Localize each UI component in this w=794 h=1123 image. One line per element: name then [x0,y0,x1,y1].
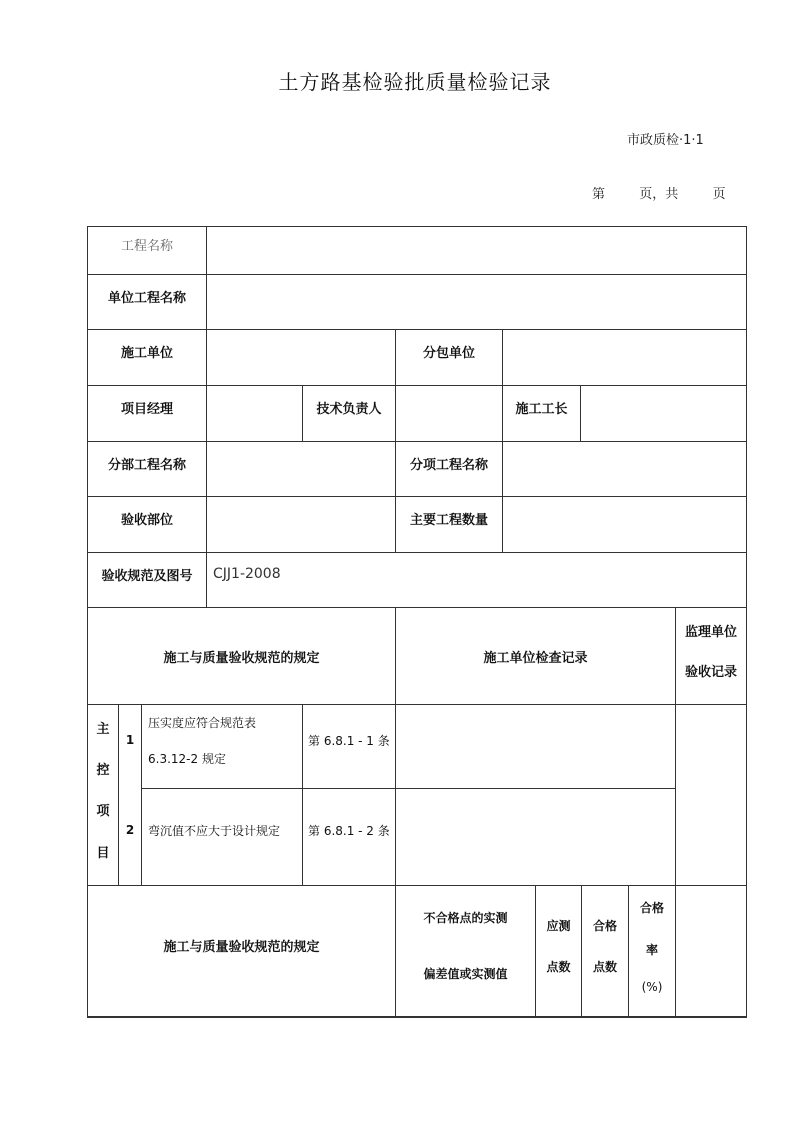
division-name-field[interactable] [207,442,395,496]
page-suffix: 页，共 [639,187,679,202]
col-divider [675,885,676,1017]
item-description-line1: 弯沉值不应大于设计规定 [148,823,281,838]
subdivision-name-label: 分项工程名称 [409,457,488,473]
points-to-measure-line1: 应测 [546,918,571,933]
col-divider [581,885,582,1017]
col-divider [302,704,303,885]
pass-points-line1: 合格 [592,918,617,933]
points-to-measure-line2: 点数 [546,959,571,974]
item-description-line2: 6.3.12-2 规定 [148,751,226,766]
foreman-field[interactable] [581,386,746,441]
main-control-char-1: 主 [96,721,110,737]
form-code: 市政质检·1·1 [627,133,704,148]
project-name-label: 工程名称 [120,238,173,254]
general-spec-rules-header: 施工与质量验收规范的规定 [163,939,320,955]
pass-rate-line1: 合格 [639,900,664,915]
subcontract-unit-field[interactable] [503,330,746,385]
contractor-record-header: 施工单位检查记录 [483,650,588,666]
pass-rate-line2: 率 [645,942,658,957]
item-number: 1 [125,733,135,747]
technical-lead-label: 技术负责人 [316,401,382,417]
division-name-label: 分部工程名称 [107,457,186,473]
spec-and-drawing-label: 验收规范及图号 [101,568,193,584]
supervisor-record[interactable] [676,705,746,885]
table-border-bottom [87,1016,747,1018]
subdivision-name-field[interactable] [503,442,746,496]
project-manager-label: 项目经理 [120,401,173,417]
main-quantity-label: 主要工程数量 [409,512,488,528]
item-description-line1: 压实度应符合规范表 [148,715,257,730]
pass-points-line2: 点数 [592,959,617,974]
item-check-record[interactable] [396,789,675,885]
item-check-record[interactable] [396,705,675,788]
item-number: 2 [125,823,135,837]
spec-and-drawing-field[interactable]: CJJ1-2008 [213,566,281,582]
document-title: 土方路基检验批质量检验记录 [278,70,552,94]
construction-unit-label: 施工单位 [120,345,173,361]
construction-unit-field[interactable] [207,330,395,385]
table-border-right [746,226,747,1017]
main-quantity-field[interactable] [503,497,746,552]
technical-lead-field[interactable] [396,386,502,441]
total-suffix: 页 [712,187,726,202]
spec-rules-header: 施工与质量验收规范的规定 [163,650,320,666]
col-divider [535,885,536,1017]
deviation-header-line1: 不合格点的实测 [423,910,508,925]
deviation-header-line2: 偏差值或实测值 [423,966,508,981]
subcontract-unit-label: 分包单位 [422,345,475,361]
unit-project-name-field[interactable] [207,275,746,329]
main-control-char-3: 项 [96,803,110,819]
main-control-char-4: 目 [96,845,110,861]
supervisor-header-line2: 验收记录 [684,664,737,680]
acceptance-part-label: 验收部位 [120,512,173,528]
pass-rate-line3: (%) [641,980,663,994]
project-manager-field[interactable] [207,386,302,441]
page-label: 第 [592,187,606,202]
main-control-char-2: 控 [96,762,110,778]
supervisor-header-line1: 监理单位 [684,624,737,640]
acceptance-part-field[interactable] [207,497,395,552]
item-clause: 第 6.8.1 - 2 条 [308,823,390,838]
unit-project-name-label: 单位工程名称 [107,290,186,306]
project-name-field[interactable] [207,227,746,274]
foreman-label: 施工工长 [515,401,568,417]
item-clause: 第 6.8.1 - 1 条 [308,733,390,748]
